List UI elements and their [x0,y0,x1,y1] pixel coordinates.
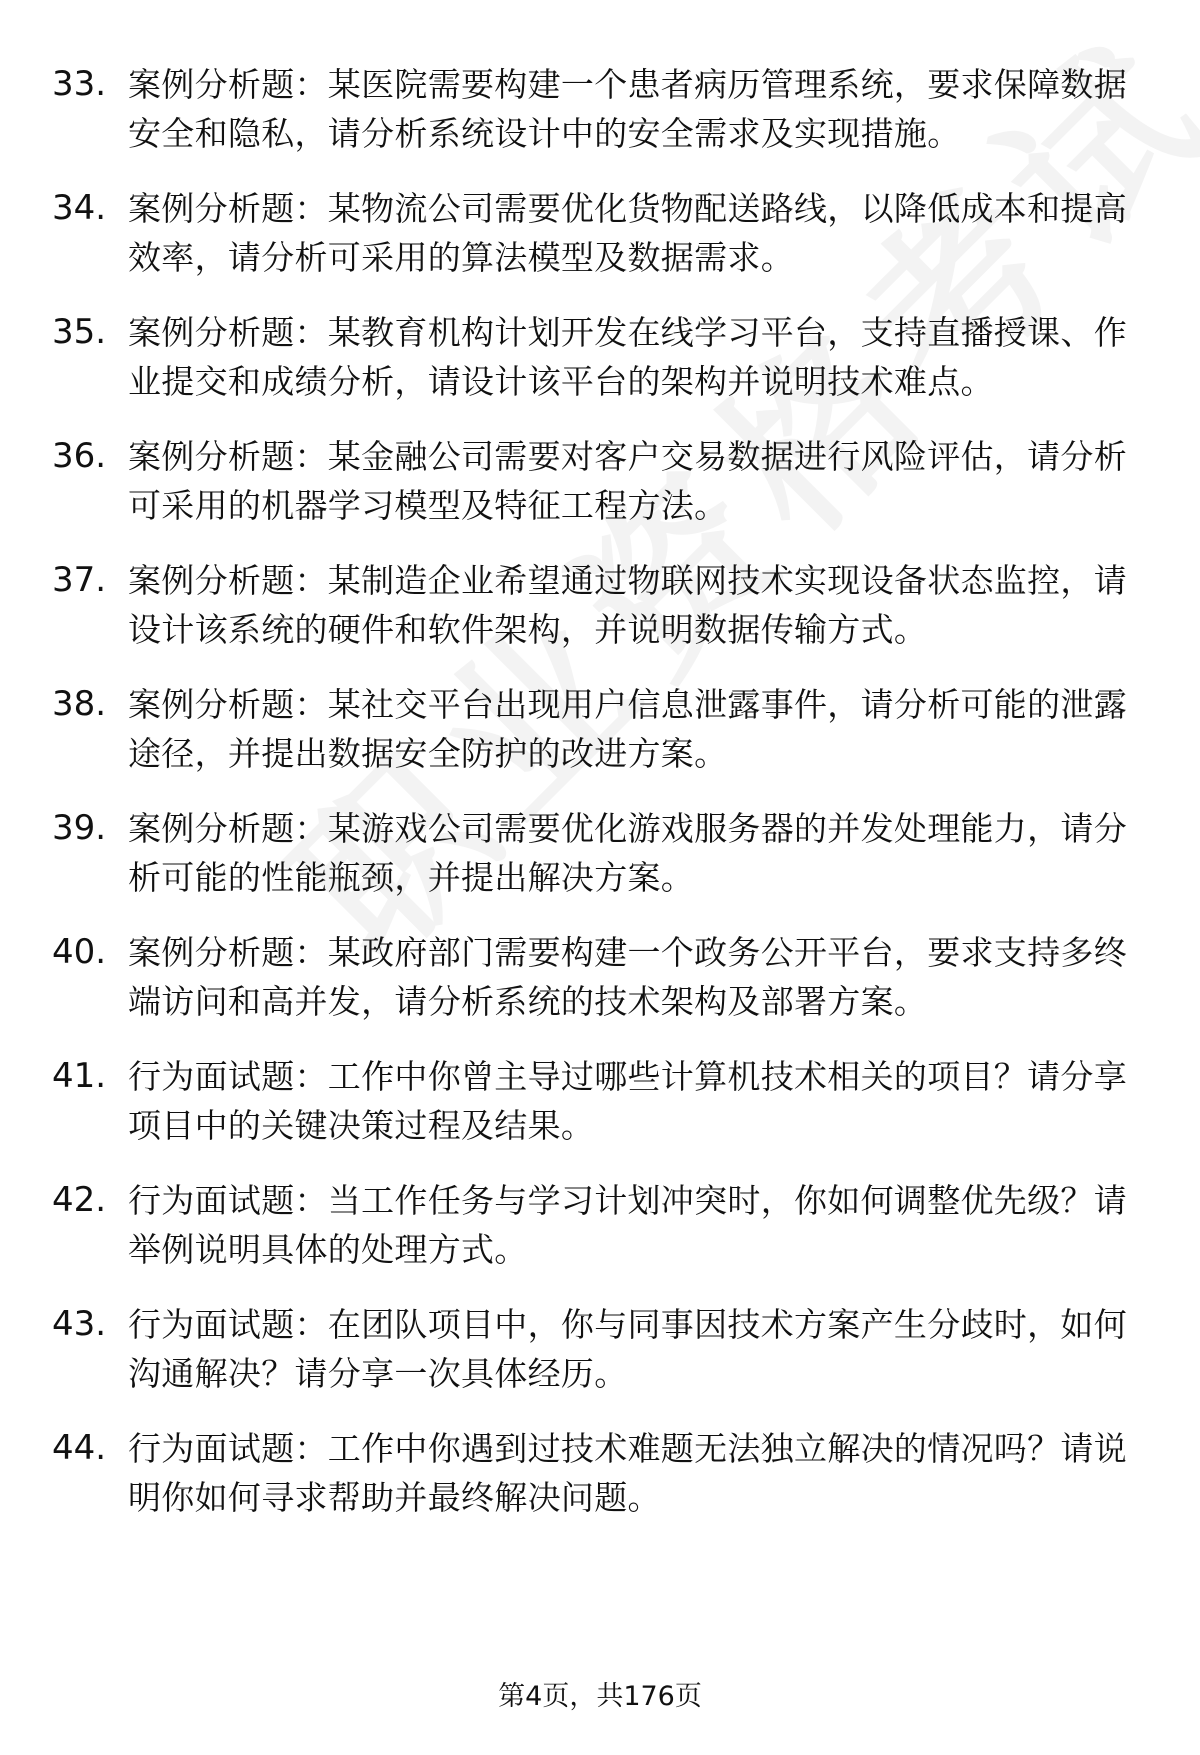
question-number: 36. [52,436,107,476]
page-footer [0,1678,1200,1716]
question-text: 案例分析题：某教育机构计划开发在线学习平台，支持直播授课、作业提交和成绩分析，请设计该平台的架构并说明技术难点。 [128,313,1127,401]
list-item [0,1424,1200,1522]
question-text: 案例分析题：某社交平台出现用户信息泄露事件，请分析可能的泄露途径，并提出数据安全防护的改进方案。 [128,685,1127,773]
question-text: 案例分析题：某医院需要构建一个患者病历管理系统，要求保障数据安全和隐私，请分析系统设计中的安全需求及实现措施。 [128,65,1127,153]
list-item [0,928,1200,1026]
list-item [0,680,1200,778]
question-number: 35. [52,312,107,352]
question-text: 案例分析题：某游戏公司需要优化游戏服务器的并发处理能力，请分析可能的性能瓶颈，并提出解决方案。 [128,809,1127,897]
list-item [0,1052,1200,1150]
question-text: 行为面试题：在团队项目中，你与同事因技术方案产生分歧时，如何沟通解决？请分享一次具体经历。 [128,1305,1127,1393]
question-number: 40. [52,932,107,972]
question-text: 案例分析题：某制造企业希望通过物联网技术实现设备状态监控，请设计该系统的硬件和软件架构，并说明数据传输方式。 [128,561,1127,649]
list-item [0,184,1200,282]
question-number: 41. [52,1056,107,1096]
list-item [0,1300,1200,1398]
question-text: 行为面试题：工作中你遇到过技术难题无法独立解决的情况吗？请说明你如何寻求帮助并最终解决问题。 [128,1429,1127,1517]
question-text: 案例分析题：某物流公司需要优化货物配送路线，以降低成本和提高效率，请分析可采用的算法模型及数据需求。 [128,189,1127,277]
list-item [0,1176,1200,1274]
question-text: 行为面试题：当工作任务与学习计划冲突时，你如何调整优先级？请举例说明具体的处理方式。 [128,1181,1127,1269]
list-item [0,556,1200,654]
question-number: 39. [52,808,107,848]
list-item [0,60,1200,158]
list-item [0,432,1200,530]
question-text: 案例分析题：某政府部门需要构建一个政务公开平台，要求支持多终端访问和高并发，请分析系统的技术架构及部署方案。 [128,933,1127,1021]
question-number: 34. [52,188,107,228]
question-text: 案例分析题：某金融公司需要对客户交易数据进行风险评估，请分析可采用的机器学习模型及特征工程方法。 [128,437,1127,525]
question-number: 43. [52,1304,107,1344]
question-list [0,60,1200,1548]
question-number: 33. [52,64,107,104]
list-item [0,308,1200,406]
question-number: 42. [52,1180,107,1220]
page-number: 第4页，共176页 [498,1681,702,1712]
question-number: 38. [52,684,107,724]
question-number: 37. [52,560,107,600]
question-text: 行为面试题：工作中你曾主导过哪些计算机技术相关的项目？请分享项目中的关键决策过程及结果。 [128,1057,1127,1145]
question-number: 44. [52,1428,107,1468]
list-item [0,804,1200,902]
